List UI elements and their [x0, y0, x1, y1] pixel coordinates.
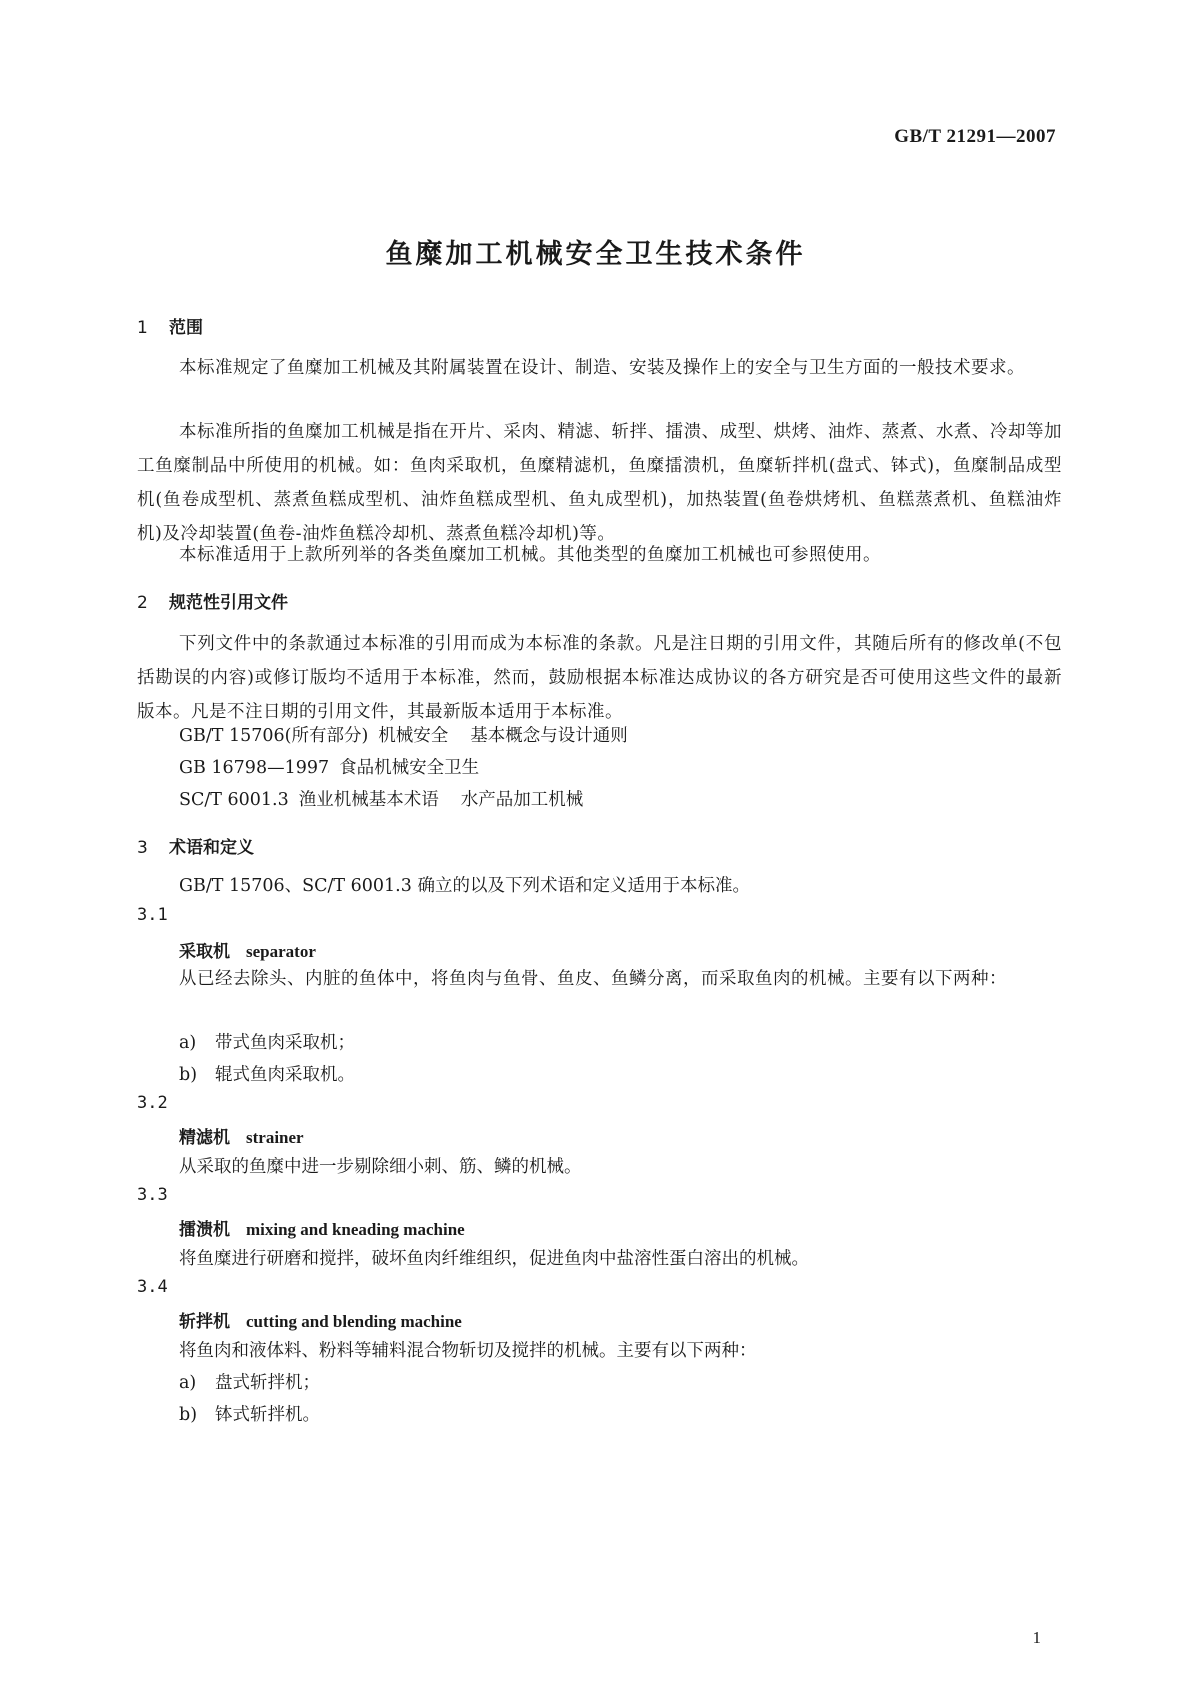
section-title: 术语和定义: [169, 838, 254, 858]
term-number: 3.3: [137, 1185, 168, 1205]
term-heading: [179, 937, 316, 962]
list-text: 钵式斩拌机。: [215, 1405, 320, 1425]
reference-code: GB 16798—1997: [179, 758, 330, 778]
term-english: strainer: [246, 1128, 304, 1147]
term-definition: 从已经去除头、内脏的鱼体中，将鱼肉与鱼骨、鱼皮、鱼鳞分离，而采取鱼肉的机械。主要有以下两种：: [179, 969, 1007, 989]
section-title: 范围: [169, 318, 203, 338]
list-marker: b): [179, 1405, 198, 1425]
section-number: 3: [137, 838, 148, 858]
term-english: cutting and blending machine: [246, 1312, 462, 1331]
list-text: 盘式斩拌机；: [215, 1373, 320, 1393]
list-item: [179, 1029, 355, 1054]
reference-title: 机械安全: [378, 726, 449, 746]
term-definition: 从采取的鱼糜中进一步剔除细小刺、筋、鳞的机械。: [179, 1157, 582, 1177]
term-definition: 将鱼肉和液体料、粉料等辅料混合物斩切及搅拌的机械。主要有以下两种：: [179, 1341, 757, 1361]
reference-title: 食品机械安全卫生: [339, 758, 480, 778]
list-marker: b): [179, 1065, 198, 1085]
term-definition: 将鱼糜进行研磨和搅拌，破坏鱼肉纤维组织，促进鱼肉中盐溶性蛋白溶出的机械。: [179, 1249, 809, 1269]
list-marker: a): [179, 1033, 197, 1053]
section-number: 1: [137, 318, 148, 338]
section-1-paragraph-1: 本标准规定了鱼糜加工机械及其附属装置在设计、制造、安装及操作上的安全与卫生方面的一般技术要求。: [179, 358, 1025, 378]
term-number: 3.1: [137, 905, 168, 925]
list-text: 带式鱼肉采取机；: [215, 1033, 355, 1053]
section-3-intro: GB/T 15706、SC/T 6001.3 确立的以及下列术语和定义适用于本标准。: [179, 876, 750, 896]
list-text: 辊式鱼肉采取机。: [215, 1065, 355, 1085]
term-number: 3.2: [137, 1093, 168, 1113]
section-number: 2: [137, 593, 148, 613]
document-title: 鱼糜加工机械安全卫生技术条件: [385, 239, 806, 270]
section-1-heading: [137, 313, 203, 338]
list-item: [179, 1061, 355, 1086]
term-chinese: 精滤机: [179, 1128, 230, 1148]
reference-item: [179, 722, 628, 747]
reference-item: [179, 786, 583, 811]
term-number: 3.4: [137, 1277, 168, 1297]
term-chinese: 斩拌机: [179, 1312, 230, 1332]
term-chinese: 擂溃机: [179, 1220, 230, 1240]
list-marker: a): [179, 1373, 197, 1393]
term-heading: [179, 1123, 304, 1148]
term-heading: [179, 1307, 462, 1332]
reference-code: GB/T 15706(所有部分): [179, 726, 369, 746]
section-3-heading: [137, 833, 254, 858]
reference-item: [179, 754, 501, 779]
term-chinese: 采取机: [179, 942, 230, 962]
reference-subtitle: 水产品加工机械: [460, 790, 584, 810]
section-1-paragraph-3: 本标准适用于上款所列举的各类鱼糜加工机械。其他类型的鱼糜加工机械也可参照使用。: [179, 545, 881, 565]
section-1-paragraph-2: 本标准所指的鱼糜加工机械是指在开片、采肉、精滤、斩拌、擂溃、成型、烘烤、油炸、蒸煮、水煮、冷却等加工鱼糜制品中所使用的机械。如：鱼肉采取机，鱼糜精滤机，鱼糜擂溃机，鱼糜斩拌机(盘式、钵式)，鱼糜制品成型机(鱼卷成型机、蒸煮鱼糕成型机、油炸鱼糕成型机、鱼丸成型机)，加热装置(鱼卷烘烤机、鱼糕蒸煮机、鱼糕油炸机)及冷却装置(鱼卷-油炸鱼糕冷却机、蒸煮鱼糕冷却机)等。: [137, 422, 1062, 544]
reference-code: SC/T 6001.3: [179, 790, 289, 810]
section-title: 规范性引用文件: [169, 593, 288, 613]
term-english: separator: [246, 942, 316, 961]
term-english: mixing and kneading machine: [246, 1220, 465, 1239]
page-number: 1: [1032, 1628, 1041, 1647]
section-2-paragraph-1: 下列文件中的条款通过本标准的引用而成为本标准的条款。凡是注日期的引用文件，其随后所有的修改单(不包括勘误的内容)或修订版均不适用于本标准，然而，鼓励根据本标准达成协议的各方研究是否可使用这些文件的最新版本。凡是不注日期的引用文件，其最新版本适用于本标准。: [137, 634, 1062, 722]
reference-title: 渔业机械基本术语: [298, 790, 439, 810]
reference-subtitle: 基本概念与设计通则: [470, 726, 628, 746]
section-2-heading: [137, 588, 288, 613]
standard-number: GB/T 21291—2007: [894, 126, 1056, 147]
term-heading: [179, 1215, 465, 1240]
list-item: [179, 1369, 320, 1394]
list-item: [179, 1401, 320, 1426]
